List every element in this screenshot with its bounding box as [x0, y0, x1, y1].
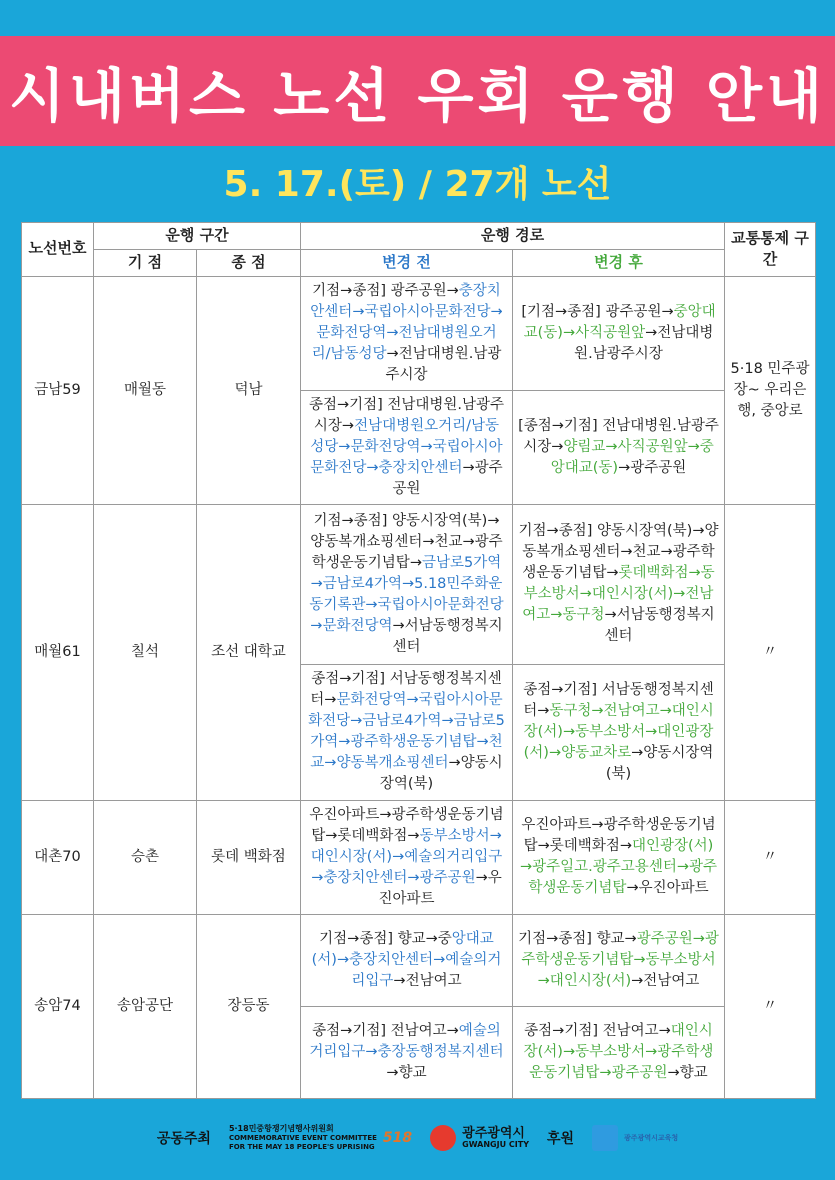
route-segment: →전남대병원.남광주시장: [574, 324, 714, 362]
route-segment: 광주공원→광주학생운동기념탑→동부소방서→대인시장(서): [521, 930, 719, 989]
route-start: 매월동: [94, 276, 197, 504]
route-segment: 동구청→전남여고→대인시장(서)→동부소방서→대인광장(서)→양동교차로: [523, 702, 714, 761]
table-row: [22, 504, 816, 664]
route-segment: →전남대병원.남광주시장: [385, 345, 502, 383]
header-control: 교통통제 구간: [725, 223, 816, 277]
header-end: 종 점: [197, 249, 301, 276]
route-segment: →광주공원: [618, 459, 687, 476]
route-segment: 우진아파트→광주학생운동기념탑→롯데백화점→: [521, 817, 716, 855]
route-segment: 롯데백화점→동부소방서→대인시장(서)→전남여고→동구청: [522, 565, 715, 624]
route-segment: 양림교→사직공원앞→중앙대교(동): [550, 438, 714, 476]
route-segment: 동부소방서→대인시장(서)→예술의거리입구→충장치안센터→광주공원: [310, 827, 503, 886]
route-segment: 앙대교(서)→충장치안센터→예술의거리입구: [311, 930, 502, 989]
route-before: [301, 504, 513, 664]
route-start: 칠석: [94, 504, 197, 800]
route-end: 조선 대학교: [197, 504, 301, 800]
route-segment: 예술의거리입구→충장동행정복지센터: [309, 1022, 504, 1060]
route-after: [513, 276, 725, 390]
route-before: [301, 664, 513, 800]
route-segment: 종점→기점] 전남여고→: [312, 1022, 459, 1039]
route-start: 송암공단: [94, 914, 197, 1098]
route-segment: 기점→종점] 광주공원→: [312, 282, 459, 299]
route-end: 덕남: [197, 276, 301, 504]
route-segment: [기점→종점] 광주공원→: [521, 303, 674, 320]
518-logo-icon: 518: [382, 1130, 413, 1146]
route-table-container: [21, 222, 815, 1098]
route-number: 매월61: [22, 504, 94, 800]
header-before: 변경 전: [301, 249, 513, 276]
traffic-control: 〃: [725, 800, 816, 914]
traffic-control: 〃: [725, 914, 816, 1098]
page-subtitle: 5. 17.(토) / 27개 노선: [223, 164, 612, 205]
route-before: [301, 390, 513, 504]
sponsor-name: 광주광역시교육청: [624, 1134, 679, 1142]
host1-en-line2: FOR THE MAY 18 PEOPLE'S UPRISING: [228, 1143, 375, 1151]
route-segment: 금남로5가역→금남로4가역→5.18민주화운동기록관→국립아시아문화전당→문화전당역: [309, 554, 504, 634]
route-segment: 종점→기점] 전남대병원.남광주시장→: [308, 396, 505, 434]
gwangju-logo-icon: [430, 1125, 456, 1151]
route-segment: 우진아파트→광주학생운동기념탑→롯데백화점→: [309, 806, 504, 844]
route-segment: 기점→종점] 향교→중: [319, 930, 452, 947]
host1-en-line1: COMMEMORATIVE EVENT COMMITTEE: [228, 1134, 377, 1143]
footer: [0, 1108, 835, 1168]
route-number: 금남59: [22, 276, 94, 504]
host2-name: 광주광역시: [462, 1125, 525, 1141]
route-segment: →향교: [386, 1064, 427, 1081]
title-banner: [0, 36, 835, 146]
sponsor-label: 후원: [546, 1131, 575, 1147]
route-segment: 중앙대교(동)→사직공원앞: [523, 303, 716, 341]
route-segment: →우진아파트: [378, 869, 502, 907]
route-after: [513, 1006, 725, 1098]
route-before: [301, 914, 513, 1006]
education-office-logo-icon: [592, 1125, 618, 1151]
route-segment: 기점→종점] 향교→: [518, 930, 637, 947]
traffic-control: 〃: [725, 504, 816, 800]
route-segment: 충장치안센터→국립아시아문화전당→문화전당역→전남대병원오거리/남동성당: [310, 282, 503, 362]
table-row: [22, 914, 816, 1006]
route-segment: [종점→기점] 전남대병원.남광주시장→: [518, 417, 719, 455]
route-after: [513, 504, 725, 664]
route-segment: →전남여고: [393, 972, 462, 989]
route-segment: 종점→기점] 서남동행정복지센터→: [310, 671, 502, 709]
route-segment: 문화전당역→국립아시아문화전당→금남로4가역→금남로5가역→광주학생운동기념탑→천교→양동복개쇼핑센터: [308, 692, 505, 772]
route-before: [301, 276, 513, 390]
route-segment: →광주공원: [392, 459, 503, 497]
header-section: 운행 구간: [94, 223, 301, 250]
host-518-committee: [229, 1124, 412, 1152]
route-segment: 기점→종점] 양동시장역(북)→양동복개쇼핑센터→천교→광주학생운동기념탑→: [310, 512, 503, 571]
host-gwangju-city: [430, 1125, 529, 1151]
route-after: [513, 390, 725, 504]
route-number: 송암74: [22, 914, 94, 1098]
route-end: 롯데 백화점: [197, 800, 301, 914]
route-segment: →양동시장역(북): [379, 755, 503, 793]
route-segment: 대인광장(서)→광주일고.광주고용센터→광주학생운동기념탑: [520, 838, 717, 897]
route-after: [513, 800, 725, 914]
header-route-no: 노선번호: [22, 223, 94, 277]
route-segment: →향교: [667, 1064, 708, 1081]
sponsor-education-office: [592, 1125, 678, 1151]
route-segment: 대인시장(서)→동부소방서→광주학생운동기념탑→광주공원: [523, 1022, 714, 1081]
route-segment: 종점→기점] 전남여고→: [524, 1022, 671, 1039]
route-segment: →전남여고: [631, 972, 700, 989]
header-after: 변경 후: [513, 249, 725, 276]
route-segment: →우진아파트: [626, 880, 709, 897]
host-label: 공동주최: [156, 1131, 211, 1147]
route-segment: 전남대병원오거리/남동성당→문화전당역→국립아시아문화전당→충장치안센터: [310, 417, 503, 476]
header-path: 운행 경로: [301, 223, 725, 250]
traffic-control: 5·18 민주광장~ 우리은행, 중앙로: [725, 276, 816, 504]
route-after: [513, 914, 725, 1006]
route-start: 승촌: [94, 800, 197, 914]
table-row: [22, 276, 816, 390]
host1-name: 5·18민중항쟁기념행사위원회: [228, 1124, 334, 1134]
route-number: 대촌70: [22, 800, 94, 914]
route-before: [301, 800, 513, 914]
route-end: 장등동: [197, 914, 301, 1098]
route-table: [21, 222, 816, 1099]
header-start: 기 점: [94, 249, 197, 276]
route-segment: →서남동행정복지센터: [392, 617, 503, 655]
route-after: [513, 664, 725, 800]
route-segment: →양동시장역(북): [605, 744, 714, 782]
table-row: [22, 800, 816, 914]
host2-en: GWANGJU CITY: [462, 1139, 529, 1149]
route-before: [301, 1006, 513, 1098]
route-segment: 기점→종점] 양동시장역(북)→양동복개쇼핑센터→천교→광주학생운동기념탑→: [518, 523, 719, 582]
route-segment: 종점→기점] 서남동행정복지센터→: [523, 681, 714, 719]
page-title: 시내버스 노선 우회 운행 안내: [8, 62, 827, 130]
route-segment: →서남동행정복지센터: [604, 607, 715, 645]
